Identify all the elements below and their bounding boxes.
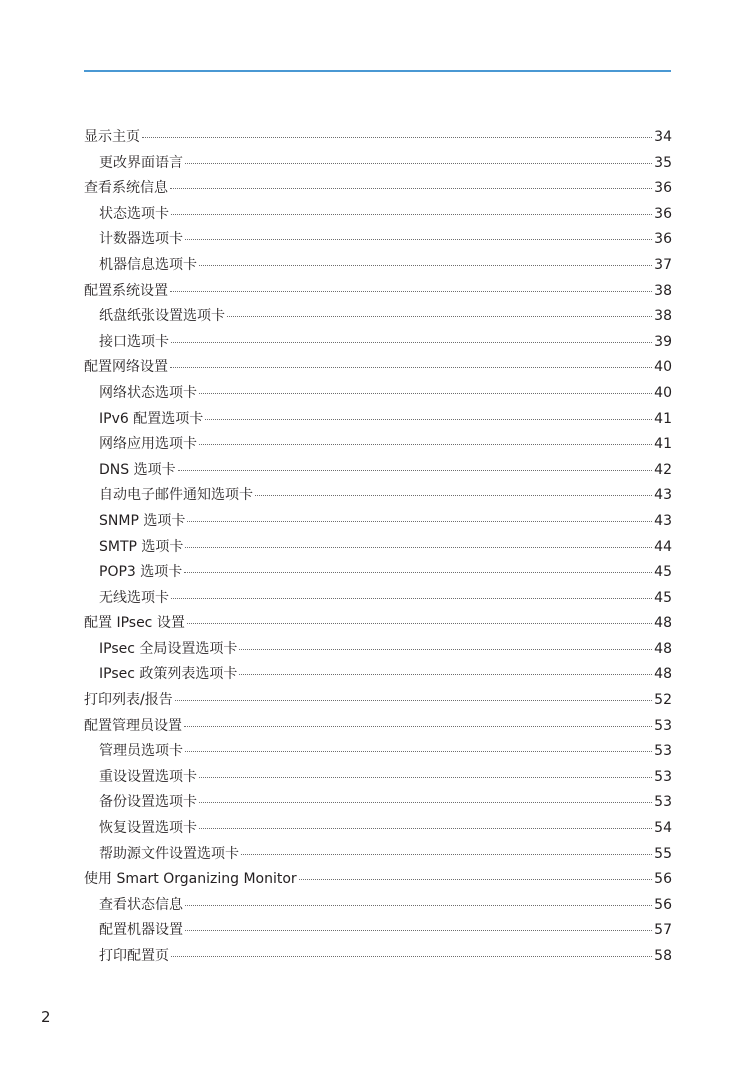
- toc-subsection-entry[interactable]: [84, 790, 672, 816]
- toc-dot-leader: [171, 341, 652, 343]
- toc-entry-page: 45: [654, 589, 672, 606]
- toc-entry-title: 配置机器设置: [99, 922, 183, 939]
- toc-entry-title: 显示主页: [84, 129, 140, 145]
- toc-entry-title: 使用 Smart Organizing Monitor: [84, 871, 297, 888]
- toc-entry-page: 40: [654, 359, 672, 376]
- toc-entry-page: 40: [654, 384, 672, 401]
- toc-entry-page: 53: [654, 794, 672, 811]
- toc-section-entry[interactable]: [84, 125, 672, 151]
- toc-subsection-entry[interactable]: [84, 407, 672, 433]
- toc-dot-leader: [185, 750, 652, 752]
- toc-dot-leader: [187, 520, 652, 522]
- toc-dot-leader: [185, 904, 652, 906]
- toc-entry-page: 56: [654, 896, 672, 913]
- toc-dot-leader: [227, 315, 652, 317]
- toc-entry-page: 48: [654, 615, 672, 632]
- toc-entry-title: 网络应用选项卡: [99, 436, 197, 453]
- toc-entry-title: IPsec 政策列表选项卡: [99, 666, 238, 683]
- toc-subsection-entry[interactable]: [84, 458, 672, 484]
- toc-entry-page: 43: [654, 487, 672, 504]
- toc-entry-title: 管理员选项卡: [99, 743, 183, 760]
- toc-entry-page: 53: [654, 768, 672, 785]
- toc-entry-title: 更改界面语言: [99, 154, 183, 171]
- toc-entry-page: 39: [654, 333, 672, 350]
- toc-entry-title: 机器信息选项卡: [99, 256, 197, 273]
- toc-entry-page: 41: [654, 436, 672, 453]
- toc-subsection-entry[interactable]: [84, 842, 672, 868]
- toc-dot-leader: [170, 187, 652, 189]
- toc-dot-leader: [171, 213, 652, 215]
- toc-entry-page: 43: [654, 512, 672, 529]
- toc-entry-title: 配置 IPsec 设置: [84, 615, 185, 632]
- toc-entry-page: 41: [654, 410, 672, 427]
- toc-dot-leader: [185, 162, 652, 164]
- toc-dot-leader: [205, 418, 652, 420]
- toc-section-entry[interactable]: [84, 176, 672, 202]
- toc-dot-leader: [199, 264, 652, 266]
- toc-section-entry[interactable]: [84, 688, 672, 714]
- toc-dot-leader: [185, 238, 652, 240]
- toc-entry-page: 37: [654, 256, 672, 273]
- toc-dot-leader: [239, 648, 652, 650]
- toc-subsection-entry[interactable]: [84, 151, 672, 177]
- toc-subsection-entry[interactable]: [84, 202, 672, 228]
- header-rule: [84, 70, 671, 72]
- toc-dot-leader: [187, 622, 652, 624]
- toc-entry-title: 打印列表/报告: [84, 692, 173, 709]
- toc-section-entry[interactable]: [84, 355, 672, 381]
- toc-entry-page: 36: [654, 231, 672, 248]
- toc-dot-leader: [170, 366, 652, 368]
- toc-dot-leader: [241, 853, 652, 855]
- toc-entry-title: 配置管理员设置: [84, 717, 182, 734]
- toc-entry-title: 网络状态选项卡: [99, 384, 197, 401]
- toc-subsection-entry[interactable]: [84, 509, 672, 535]
- toc-entry-title: 配置网络设置: [84, 359, 168, 376]
- toc-subsection-entry[interactable]: [84, 893, 672, 919]
- toc-dot-leader: [199, 801, 652, 803]
- toc-dot-leader: [184, 725, 652, 727]
- toc-entry-page: 53: [654, 717, 672, 734]
- toc-dot-leader: [199, 392, 652, 394]
- toc-dot-leader: [185, 929, 652, 931]
- toc-entry-title: 纸盘纸张设置选项卡: [99, 308, 225, 325]
- toc-subsection-entry[interactable]: [84, 816, 672, 842]
- toc-entry-title: IPsec 全局设置选项卡: [99, 640, 238, 657]
- toc-entry-page: 34: [654, 129, 672, 145]
- toc-entry-title: SMTP 选项卡: [99, 538, 184, 555]
- toc-entry-page: 35: [654, 154, 672, 171]
- toc-entry-page: 48: [654, 666, 672, 683]
- toc-entry-title: 备份设置选项卡: [99, 794, 197, 811]
- toc-subsection-entry[interactable]: [84, 739, 672, 765]
- toc-entry-page: 36: [654, 180, 672, 197]
- toc-entry-page: 54: [654, 820, 672, 837]
- toc-entry-title: 打印配置页: [99, 948, 169, 964]
- toc-section-entry[interactable]: [84, 714, 672, 740]
- toc-dot-leader: [199, 443, 652, 445]
- page-number: 2: [41, 1008, 51, 1026]
- toc-subsection-entry[interactable]: [84, 381, 672, 407]
- toc-subsection-entry[interactable]: [84, 227, 672, 253]
- toc-dot-leader: [171, 597, 652, 599]
- toc-dot-leader: [199, 827, 652, 829]
- toc-dot-leader: [239, 673, 652, 675]
- toc-dot-leader: [171, 955, 652, 957]
- toc-subsection-entry[interactable]: [84, 560, 672, 586]
- toc-entry-page: 57: [654, 922, 672, 939]
- toc-subsection-entry[interactable]: [84, 944, 672, 970]
- toc-subsection-entry[interactable]: [84, 765, 672, 791]
- toc-entry-page: 38: [654, 282, 672, 299]
- toc-subsection-entry[interactable]: [84, 586, 672, 612]
- toc-subsection-entry[interactable]: [84, 304, 672, 330]
- toc-entry-title: 恢复设置选项卡: [99, 820, 197, 837]
- toc-section-entry[interactable]: [84, 279, 672, 305]
- toc-entry-page: 48: [654, 640, 672, 657]
- toc-entry-title: 帮助源文件设置选项卡: [99, 845, 239, 862]
- toc-subsection-entry[interactable]: [84, 330, 672, 356]
- toc-dot-leader: [299, 878, 652, 880]
- toc-entry-title: 重设设置选项卡: [99, 768, 197, 785]
- toc-entry-page: 36: [654, 205, 672, 222]
- toc-entry-title: 查看状态信息: [99, 896, 183, 913]
- toc-entry-title: 计数器选项卡: [99, 231, 183, 248]
- toc-entry-page: 42: [654, 461, 672, 478]
- toc-entry-title: POP3 选项卡: [99, 564, 183, 581]
- toc-entry-title: 查看系统信息: [84, 180, 168, 197]
- toc-entry-title: 配置系统设置: [84, 282, 168, 299]
- toc-entry-title: 自动电子邮件通知选项卡: [99, 487, 253, 504]
- toc-entry-title: 无线选项卡: [99, 589, 169, 606]
- toc-entry-page: 58: [654, 948, 672, 964]
- toc-dot-leader: [199, 776, 652, 778]
- toc-entry-page: 52: [654, 692, 672, 709]
- toc-dot-leader: [142, 136, 652, 138]
- toc-dot-leader: [184, 571, 652, 573]
- toc-entry-title: 状态选项卡: [99, 205, 169, 222]
- toc-entry-title: DNS 选项卡: [99, 461, 176, 478]
- toc-dot-leader: [175, 699, 652, 701]
- toc-dot-leader: [185, 546, 652, 548]
- toc-subsection-entry[interactable]: [84, 432, 672, 458]
- toc-entry-title: 接口选项卡: [99, 333, 169, 350]
- toc-entry-page: 45: [654, 564, 672, 581]
- toc-section-entry[interactable]: [84, 611, 672, 637]
- toc-dot-leader: [255, 494, 652, 496]
- toc-entry-title: SNMP 选项卡: [99, 512, 186, 529]
- table-of-contents: [84, 125, 672, 970]
- toc-subsection-entry[interactable]: [84, 483, 672, 509]
- toc-entry-title: IPv6 配置选项卡: [99, 410, 204, 427]
- toc-subsection-entry[interactable]: [84, 637, 672, 663]
- toc-entry-page: 44: [654, 538, 672, 555]
- toc-entry-page: 38: [654, 308, 672, 325]
- toc-section-entry[interactable]: [84, 867, 672, 893]
- toc-entry-page: 53: [654, 743, 672, 760]
- toc-entry-page: 55: [654, 845, 672, 862]
- toc-entry-page: 56: [654, 871, 672, 888]
- toc-dot-leader: [178, 469, 652, 471]
- toc-subsection-entry[interactable]: [84, 662, 672, 688]
- toc-subsection-entry[interactable]: [84, 253, 672, 279]
- toc-dot-leader: [170, 290, 652, 292]
- toc-subsection-entry[interactable]: [84, 918, 672, 944]
- toc-subsection-entry[interactable]: [84, 535, 672, 561]
